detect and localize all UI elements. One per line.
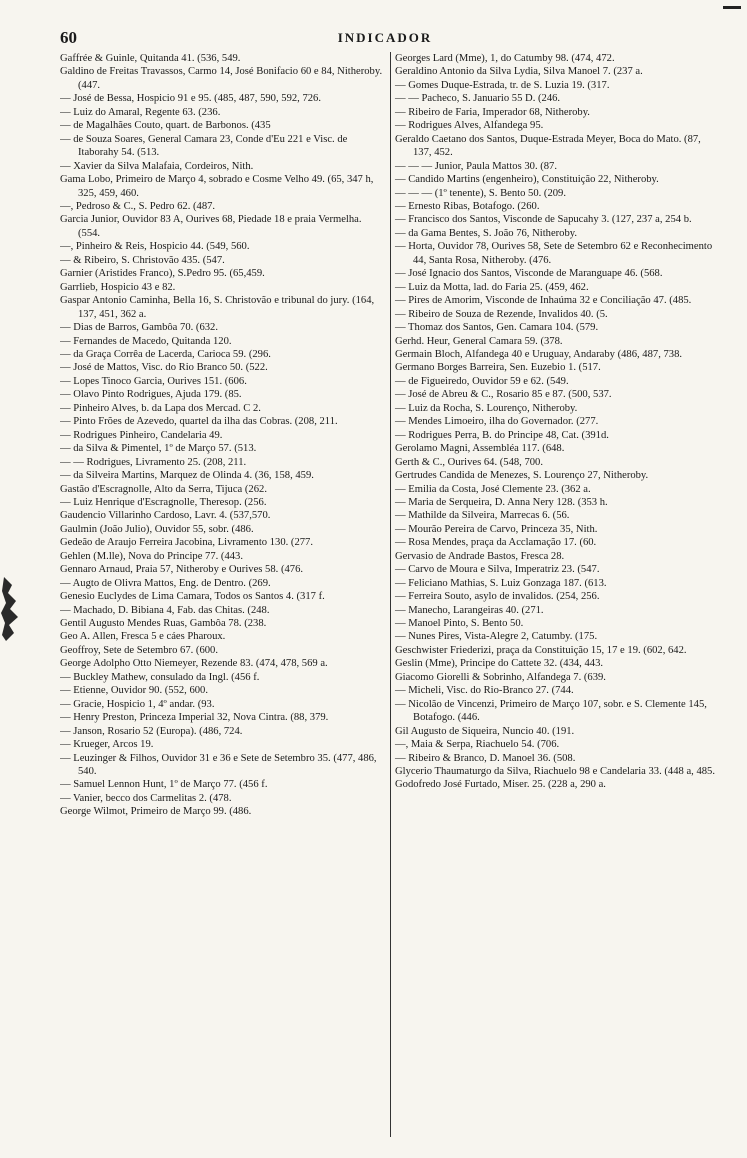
ink-stain <box>0 575 22 645</box>
directory-entry: — Henry Preston, Princeza Imperial 32, Nova Cintra. (88, 379. <box>60 712 329 724</box>
directory-entry: — Augto de Olivra Mattos, Eng. de Dentro. (269. <box>60 577 271 589</box>
directory-entry: — Rosa Mendes, praça da Acclamação 17. (60. <box>395 537 597 549</box>
margin-mark <box>723 6 741 9</box>
directory-entry: — da Graça Corrêa de Lacerda, Carioca 59. (296. <box>60 348 271 360</box>
directory-entry: — — — Junior, Paula Mattos 30. (87. <box>395 160 558 172</box>
directory-entry: — Horta, Ouvidor 78, Ourives 58, Sete de Setembro 62 e Reconhecimento 44, Santa Rosa, Nitheroby. (476. <box>395 241 713 266</box>
directory-entry: — Rodrigues Perra, B. do Principe 48, Cat. (391d. <box>395 429 609 441</box>
directory-entry: — Thomaz dos Santos, Gen. Camara 104. (579. <box>395 322 599 334</box>
directory-entry: Gaffrée & Guinle, Quitanda 41. (536, 549. <box>60 53 241 64</box>
directory-entry: Geoffroy, Sete de Setembro 67. (600. <box>60 644 218 656</box>
directory-entry: Gennaro Arnaud, Praia 57, Nitheroby e Ourives 58. (476. <box>60 564 304 576</box>
directory-entry: — José de Abreu & C., Rosario 85 e 87. (500, 537. <box>395 389 612 401</box>
directory-entry: Gerolamo Magni, Assembléa 117. (648. <box>395 443 565 455</box>
directory-entry: — — Pacheco, S. Januario 55 D. (246. <box>395 93 561 105</box>
directory-entry: — & Ribeiro, S. Christovão 435. (547. <box>60 254 225 266</box>
directory-entry: Godofredo José Furtado, Miser. 25. (228 a, 290 a. <box>395 779 606 791</box>
directory-entry: Gaulmin (João Julio), Ouvidor 55, sobr. (486. <box>60 523 254 535</box>
directory-entry: —, Pedroso & C., S. Pedro 62. (487. <box>60 200 216 212</box>
directory-entry: Garrlieb, Hospicio 43 e 82. <box>60 281 176 293</box>
directory-entry: — Pires de Amorim, Visconde de Inhaúma 32 e Conciliação 47. (485. <box>395 295 692 307</box>
directory-entry: — Maria de Serqueira, D. Anna Nery 128. (353 h. <box>395 496 608 508</box>
directory-entry: George Adolpho Otto Niemeyer, Rezende 83. (474, 478, 569 a. <box>60 658 328 670</box>
directory-entry: — Micheli, Visc. do Rio-Branco 27. (744. <box>395 685 574 697</box>
directory-entry: Geraldino Antonio da Silva Lydia, Silva Manoel 7. (237 a. <box>395 66 643 78</box>
directory-entry: Gervasio de Andrade Bastos, Fresca 28. <box>395 550 565 562</box>
directory-entry: — da Silva & Pimentel, 1º de Março 57. (513. <box>60 443 257 455</box>
directory-entry: — Ribeiro de Faria, Imperador 68, Nitheroby. <box>395 106 590 118</box>
page-number: 60 <box>60 28 77 47</box>
directory-entry: Germain Bloch, Alfandega 40 e Uruguay, Andaraby (486, 487, 738. <box>395 348 683 360</box>
directory-entry: — Pinheiro Alves, b. da Lapa dos Mercad. C 2. <box>60 402 261 414</box>
directory-columns <box>60 52 720 1137</box>
directory-entry: — Luiz da Motta, lad. do Faria 25. (459, 462. <box>395 281 589 293</box>
directory-entry: — Etienne, Ouvidor 90. (552, 600. <box>60 685 208 697</box>
directory-entry: —, Maia & Serpa, Riachuelo 54. (706. <box>395 739 560 751</box>
directory-entry: — — Rodrigues, Livramento 25. (208, 211. <box>60 456 247 468</box>
directory-entry: — Olavo Pinto Rodrigues, Ajuda 179. (85. <box>60 389 242 401</box>
directory-entry: — Vanier, becco dos Carmelitas 2. (478. <box>60 792 232 804</box>
directory-entry: — Leuzinger & Filhos, Ouvidor 31 e 36 e Sete de Setembro 35. (477, 486, 540. <box>60 752 377 778</box>
directory-entry: Germano Borges Barreira, Sen. Euzebio 1. (517. <box>395 362 601 374</box>
directory-entry: Gertrudes Candida de Menezes, S. Lourenço 27, Nitheroby. <box>395 470 649 482</box>
directory-entry: — Francisco dos Santos, Visconde de Sapucahy 3. (127, 237 a, 254 b. <box>395 214 692 226</box>
directory-entry: — Nunes Pires, Vista-Alegre 2, Catumby. (175. <box>395 631 598 643</box>
directory-entry: — Emilia da Costa, José Clemente 23. (362 a. <box>395 483 591 495</box>
left-column <box>60 52 390 1137</box>
directory-entry: Garcia Junior, Ouvidor 83 A, Ourives 68, Piedade 18 e praia Vermelha. (554. <box>60 214 362 239</box>
directory-entry: Georges Lard (Mme), 1, do Catumby 98. (474, 472. <box>395 53 615 64</box>
directory-entry: —, Pinheiro & Reis, Hospicio 44. (549, 560. <box>60 241 250 253</box>
directory-entry: Giacomo Giorelli & Sobrinho, Alfandega 7. (639. <box>395 671 606 683</box>
right-column <box>390 52 720 1137</box>
directory-entry: — Gracie, Hospicio 1, 4º andar. (93. <box>60 698 215 710</box>
directory-entry: — de Magalhães Couto, quart. de Barbonos. (435 <box>60 120 271 132</box>
directory-entry: Gentil Augusto Mendes Ruas, Gambôa 78. (238. <box>60 618 267 630</box>
directory-entry: — Ribeiro & Branco, D. Manoel 36. (508. <box>395 752 576 764</box>
directory-entry: Gehlen (M.lle), Nova do Principe 77. (443. <box>60 550 243 562</box>
directory-entry: — José de Mattos, Visc. do Rio Branco 50. (522. <box>60 362 268 374</box>
directory-entry: — de Figueiredo, Ouvidor 59 e 62. (549. <box>395 375 569 387</box>
directory-entry: — Rodrigues Pinheiro, Candelaria 49. <box>60 429 223 441</box>
directory-entry: Geslin (Mme), Principe do Cattete 32. (434, 443. <box>395 658 604 670</box>
directory-entry: Geo A. Allen, Fresca 5 e cáes Pharoux. <box>60 631 226 643</box>
directory-entry: Galdino de Freitas Travassos, Carmo 14, José Bonifacio 60 e 84, Nitheroby. (447. <box>60 66 383 91</box>
directory-entry: — Rodrigues Alves, Alfandega 95. <box>395 120 544 132</box>
directory-entry: — José de Bessa, Hospicio 91 e 95. (485, 487, 590, 592, 726. <box>60 93 321 105</box>
directory-entry: George Wilmot, Primeiro de Março 99. (486. <box>60 806 252 818</box>
directory-entry: Geraldo Caetano dos Santos, Duque-Estrada Meyer, Boca do Mato. (87, 137, 452. <box>395 133 701 159</box>
directory-entry: Gastão d'Escragnolle, Alto da Serra, Tijuca (262. <box>60 483 267 495</box>
directory-entry: — Buckley Mathew, consulado da Ingl. (456 f. <box>60 671 260 683</box>
directory-entry: — Machado, D. Bibiana 4, Fab. das Chitas. (248. <box>60 604 270 616</box>
directory-entry: — — — (1º tenente), S. Bento 50. (209. <box>395 187 566 199</box>
directory-entry: — da Gama Bentes, S. João 76, Nitheroby. <box>395 227 578 239</box>
directory-entry: — Feliciano Mathias, S. Luiz Gonzaga 187. (613. <box>395 577 607 589</box>
running-title: INDICADOR <box>337 30 433 45</box>
directory-entry: Gama Lobo, Primeiro de Março 4, sobrado e Cosme Velho 49. (65, 347 h, 325, 459, 460. <box>60 174 374 199</box>
directory-entry: — Gomes Duque-Estrada, tr. de S. Luzia 19. (317. <box>395 79 610 91</box>
page-header <box>60 28 710 54</box>
directory-entry: — Krueger, Arcos 19. <box>60 739 154 751</box>
directory-entry: — Mourão Pereira de Carvo, Princeza 35, Nith. <box>395 523 598 535</box>
directory-entry: — Manoel Pinto, S. Bento 50. <box>395 618 524 630</box>
directory-entry: — Carvo de Moura e Silva, Imperatriz 23. (547. <box>395 564 600 576</box>
directory-entry: — Luiz do Amaral, Regente 63. (236. <box>60 106 221 118</box>
directory-entry: — Fernandes de Macedo, Quitanda 120. <box>60 335 232 347</box>
directory-entry: Genesio Euclydes de Lima Camara, Todos os Santos 4. (317 f. <box>60 591 325 603</box>
directory-entry: Garnier (Aristides Franco), S.Pedro 95. (65,459. <box>60 268 265 280</box>
directory-entry: — Luiz da Rocha, S. Lourenço, Nitheroby. <box>395 402 578 414</box>
directory-entry: — Mendes Limoeiro, ilha do Governador. (277. <box>395 416 599 428</box>
directory-entry: — José Ignacio dos Santos, Visconde de Maranguape 46. (568. <box>395 268 663 280</box>
directory-entry: Geschwister Friederizi, praça da Constituição 15, 17 e 19. (602, 642. <box>395 644 687 656</box>
directory-entry: — Xavier da Silva Malafaia, Cordeiros, Nith. <box>60 160 254 172</box>
directory-entry: — Pinto Frões de Azevedo, quartel da ilha das Cobras. (208, 211. <box>60 416 338 428</box>
directory-entry: — Ribeiro de Souza de Rezende, Invalidos 40. (5. <box>395 308 608 320</box>
directory-entry: — Ernesto Ribas, Botafogo. (260. <box>395 200 540 212</box>
directory-entry: Gerth & C., Ourives 64. (548, 700. <box>395 456 544 468</box>
directory-entry: Gedeão de Araujo Ferreira Jacobina, Livramento 130. (277. <box>60 537 313 549</box>
directory-entry: — Samuel Lennon Hunt, 1º de Março 77. (456 f. <box>60 779 268 791</box>
directory-entry: — Nicolão de Vincenzi, Primeiro de Março 107, sobr. e S. Clemente 145, Botafogo. (446. <box>395 698 707 724</box>
directory-entry: Gerhd. Heur, General Camara 59. (378. <box>395 335 563 347</box>
directory-entry: — Lopes Tinoco Garcia, Ourives 151. (606. <box>60 375 247 387</box>
directory-entry: Glycerio Thaumaturgo da Silva, Riachuelo 98 e Candelaria 33. (448 a, 485. <box>395 766 715 778</box>
directory-entry: — Luiz Henrique d'Escragnolle, Theresop. (256. <box>60 496 267 508</box>
directory-entry: — da Silveira Martins, Marquez de Olinda 4. (36, 158, 459. <box>60 470 314 482</box>
directory-entry: — Manecho, Larangeiras 40. (271. <box>395 604 544 616</box>
directory-entry: — de Souza Soares, General Camara 23, Conde d'Eu 221 e Visc. de Itaborahy 54. (513. <box>60 133 348 159</box>
directory-entry: — Dias de Barros, Gambôa 70. (632. <box>60 322 218 334</box>
directory-entry: — Candido Martins (engenheiro), Constituição 22, Nitheroby. <box>395 174 659 186</box>
directory-entry: — Ferreira Souto, asylo de invalidos. (254, 256. <box>395 591 600 603</box>
directory-entry: — Mathilde da Silveira, Marrecas 6. (56. <box>395 510 570 522</box>
directory-entry: Gil Augusto de Siqueira, Nuncio 40. (191. <box>395 725 575 737</box>
directory-entry: — Janson, Rosario 52 (Europa). (486, 724. <box>60 725 243 737</box>
directory-entry: Gaspar Antonio Caminha, Bella 16, S. Christovão e tribunal do jury. (164, 137, 451, 362 a. <box>60 295 375 320</box>
directory-entry: Gaudencio Villarinho Cardoso, Lavr. 4. (537,570. <box>60 510 271 522</box>
